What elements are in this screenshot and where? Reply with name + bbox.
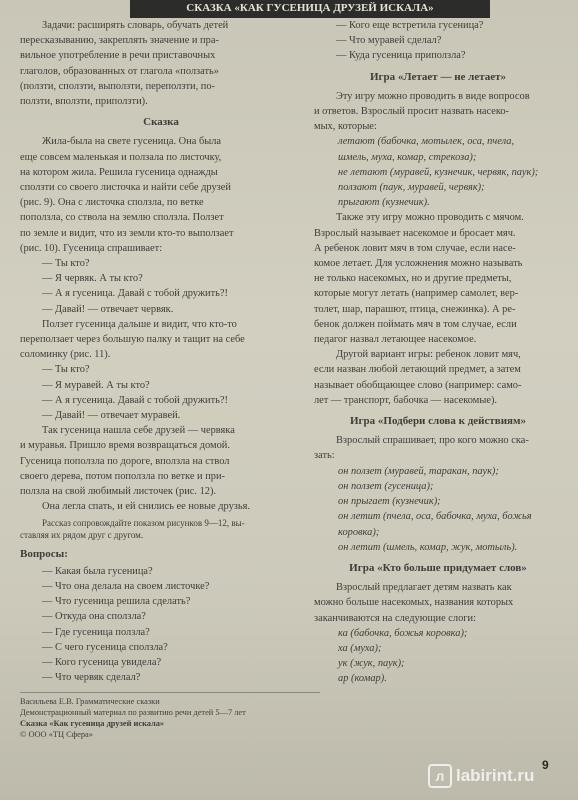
text-line: ползти, вползти, приползти). (20, 96, 148, 108)
text-line: не летают (муравей, кузнечик, червяк, паук); (338, 166, 539, 178)
page-title: СКАЗКА «КАК ГУСЕНИЦА ДРУЗЕЙ ИСКАЛА» (130, 0, 490, 18)
text-line: не только насекомых, но и другие предметы, (314, 273, 512, 285)
text-line: — А я гусеница. Давай с тобой дружить?! (42, 394, 228, 406)
text-line: Жила-была на свете гусеница. Она была (42, 136, 222, 148)
footer-line: Васильева Е.В. Грамматические сказки (20, 697, 160, 706)
text-line: своего дерева, потом поползла по ветке и при- (20, 470, 225, 482)
text-line: заканчиваются на следующие слоги: (314, 612, 476, 624)
text-line: — Куда гусеница приползла? (336, 50, 466, 62)
text-line: толет, шар, парашют, птица, снежинка). А ре- (314, 303, 516, 315)
text-line: Взрослый предлагает детям назвать как (336, 582, 512, 594)
text-line: Взрослый называет насекомое и бросает мяч. (314, 227, 516, 239)
text-line: зать: (314, 450, 335, 462)
text-line: — Давай! — отвечает муравей. (42, 410, 181, 422)
footer-line: Сказка «Как гусеница друзей искала» (20, 719, 165, 728)
text-line: Другой вариант игры: ребенок ловит мяч, (336, 349, 521, 361)
text-line: — Что червяк сделал? (42, 672, 141, 684)
text-line: Гусеница поползла по дороге, вползла на ствол (20, 455, 230, 467)
text-line: по земле и видит, что из земли кто-то выползает (20, 227, 234, 239)
tale-heading: Сказка (143, 116, 179, 129)
text-line: Эту игру можно проводить в виде вопросов (336, 90, 530, 102)
right-column (314, 18, 562, 687)
game3-heading: Игра «Кто больше придумает слов» (349, 561, 527, 574)
text-line: соломинку (рис. 11). (20, 349, 111, 361)
text-line: педагог назвал летающее насекомое. (314, 334, 477, 346)
text-line: ставляя их рядом друг с другом. (20, 529, 144, 540)
game2-text (314, 433, 562, 555)
text-line: А ребенок ловит мяч в том случае, если насе- (314, 242, 516, 254)
footer-divider (20, 692, 320, 693)
labirint-logo-icon: л (428, 764, 452, 788)
game1-text (314, 89, 562, 408)
text-line: ук (жук, паук); (338, 658, 405, 670)
text-line: Ползет гусеница дальше и видит, что кто-то (42, 318, 237, 330)
illustration-note (20, 517, 302, 541)
text-line: еще совсем маленькая и ползала по листочку, (20, 151, 222, 163)
text-line: переползает через большую палку и тащит на себе (20, 334, 245, 346)
text-line: на котором жила. Решила гусеница однажды (20, 166, 218, 178)
text-line: Так гусеница нашла себе друзей — червяка (42, 425, 235, 437)
page-number: 9 (542, 758, 549, 772)
text-line: (рис. 9). Она с листочка сползла, по ветке (20, 197, 204, 209)
game3-text (314, 580, 562, 686)
text-line: — Что гусеница решила сделать? (42, 596, 191, 608)
text-line: Она легла спать, и ей снились ее новые друзья. (42, 501, 250, 513)
intro-text (20, 18, 302, 109)
text-line: прыгают (кузнечик). (338, 197, 430, 209)
text-line: — А я гусеница. Давай с тобой дружить?! (42, 288, 228, 300)
text-line: летают (бабочка, мотылек, оса, пчела, (338, 136, 515, 148)
text-line: ползают (паук, муравей, червяк); (338, 182, 485, 194)
text-line: — Откуда она сползла? (42, 611, 146, 623)
text-line: — Кого еще встретила гусеница? (336, 20, 484, 31)
text-line: пересказыванию, закреплять значение и пра- (20, 35, 219, 47)
text-line: которые могут летать (например самолет, вер- (314, 288, 519, 300)
text-line: — Какая была гусеница? (42, 565, 153, 577)
text-line: если назван любой летающий предмет, а затем (314, 364, 521, 376)
text-line: Рассказ сопровождайте показом рисунков 9—12, вы- (42, 517, 245, 528)
text-line: — С чего гусеница сползла? (42, 641, 168, 653)
tale-text (20, 134, 302, 514)
text-line: — Ты кто? (42, 258, 90, 270)
text-line: глаголов, образованных от глагола «ползать» (20, 65, 219, 77)
text-line: — Я муравей. А ты кто? (42, 379, 150, 391)
text-line: поползла, со ствола на землю сползла. Ползет (20, 212, 224, 224)
text-line: комое летает. Для усложнения можно называть (314, 258, 523, 270)
text-line: называет обобщающее слово (например: само- (314, 379, 522, 391)
text-line: он летит (шмель, комар, жук, мотыль). (338, 541, 518, 553)
text-line: Задачи: расширять словарь, обучать детей (42, 20, 229, 31)
text-line: — Что она делала на своем листочке? (42, 580, 210, 592)
watermark-text: labirint.ru (456, 766, 535, 785)
game1-heading: Игра «Летает — не летает» (369, 70, 507, 83)
text-line: он ползет (муравей, таракан, паук); (338, 465, 499, 477)
game2-heading: Игра «Подбери слова к действиям» (349, 415, 527, 428)
text-line: (рис. 10). Гусеница спрашивает: (20, 242, 163, 254)
more-questions (314, 18, 562, 64)
text-line: бенок должен поймать мяч в том случае, если (314, 318, 517, 330)
text-line: сползти со своего листочка и найти себе друзей (20, 182, 231, 194)
footer-line: Демонстрационный материал по развитию речи детей 5—7 лет (20, 708, 246, 717)
text-line: — Где гусеница ползла? (42, 626, 150, 638)
text-line: он ползет (гусеница); (338, 480, 434, 492)
text-line: — Ты кто? (42, 364, 90, 376)
watermark (428, 764, 534, 788)
questions-heading: Вопросы: (20, 547, 68, 560)
text-line: — Давай! — отвечает червяк. (42, 303, 174, 315)
text-line: ха (муха); (338, 642, 382, 654)
questions-list (20, 564, 302, 686)
footer-credits (20, 696, 320, 740)
text-line: он прыгает (кузнечик); (338, 496, 441, 508)
text-line: (ползти, сползти, выползти, переползти, по- (20, 80, 215, 92)
left-column (20, 18, 302, 685)
text-line: лет — транспорт, бабочка — насекомые). (314, 394, 498, 406)
text-line: ка (бабочка, божья коровка); (338, 627, 468, 639)
text-line: Взрослый спрашивает, про кого можно ска- (336, 435, 529, 447)
text-line: — Кого гусеница увидела? (42, 656, 162, 668)
footer-line: © ООО «ТЦ Сфера» (20, 730, 93, 739)
text-line: он летит (пчела, оса, бабочка, муха, божья (338, 511, 532, 523)
text-line: и муравья. Пришло время возвращаться домой. (20, 440, 230, 452)
text-line: ползла на свой любимый листочек (рис. 12). (20, 486, 217, 498)
text-line: Также эту игру можно проводить с мячом. (336, 212, 524, 224)
text-line: — Я червяк. А ты кто? (42, 273, 143, 285)
text-line: ар (комар). (338, 673, 387, 685)
text-line: — Что муравей сделал? (336, 35, 442, 47)
text-line: и ответов. Взрослый просит назвать насеко- (314, 106, 510, 118)
text-line: можно больше насекомых, названия которых (314, 597, 514, 609)
text-line: шмель, муха, комар, стрекоза); (338, 151, 477, 163)
text-line: мых, которые: (314, 121, 377, 133)
text-line: вильное употребление в речи приставочных (20, 50, 216, 62)
text-line: коровка); (338, 526, 380, 538)
